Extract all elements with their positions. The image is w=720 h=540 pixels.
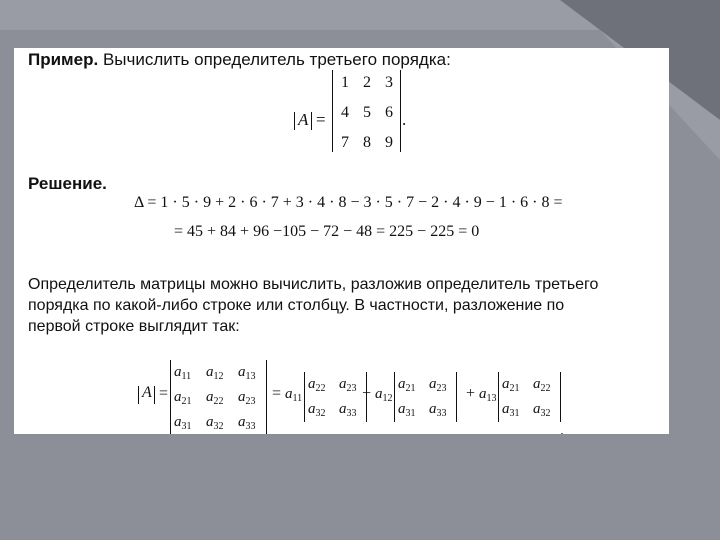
matrix-trailing-dot: . <box>402 110 407 129</box>
minor-bar-left <box>304 372 305 422</box>
det-bar-right <box>311 112 312 130</box>
matrix-cell: 6 <box>385 104 393 121</box>
matrix-cell: 8 <box>363 134 371 151</box>
minor-cell: $a_{31}$ <box>502 401 520 419</box>
paragraph-line: Определитель матрицы можно вычислить, разложив определитель третьего <box>28 276 599 293</box>
matrix-bar-right <box>400 70 401 152</box>
explanation-paragraph <box>28 274 598 337</box>
minor-cell: $a_{33}$ <box>339 401 357 419</box>
term-sign: = <box>272 385 282 402</box>
lhs-matrix-cell: $a_{21}$ <box>174 389 192 407</box>
matrix-cell: 2 <box>363 74 371 91</box>
lhs-matrix-cell: $a_{11}$ <box>174 364 192 382</box>
minor-cell: $a_{31}$ <box>398 401 416 419</box>
minor-bar-right <box>456 372 457 422</box>
term-sign: + <box>466 385 476 402</box>
lhs-matrix-cell: $a_{33}$ <box>238 414 256 432</box>
lhs-matrix-cell: $a_{13}$ <box>238 364 256 382</box>
example-title: Пример. <box>28 50 99 69</box>
minor-cell: $a_{23}$ <box>339 376 357 394</box>
matrix-bar-left <box>332 70 333 152</box>
matrix-cell: 7 <box>341 134 349 151</box>
matrix-cell: 1 <box>341 74 349 91</box>
expansion-trailing-dot: . <box>560 422 564 434</box>
minor-cell: $a_{21}$ <box>398 376 416 394</box>
minor-cell: $a_{22}$ <box>308 376 326 394</box>
example-text: Вычислить определитель третьего порядка: <box>102 50 451 69</box>
solution-title: Решение. <box>28 174 107 193</box>
minor-bar-right <box>560 372 561 422</box>
term-sign: − <box>362 385 372 402</box>
term-coefficient: $a_{12}$ <box>375 386 393 404</box>
minor-cell: $a_{22}$ <box>533 376 551 394</box>
minor-cell: $a_{33}$ <box>429 401 447 419</box>
lhs-bar-left <box>138 386 139 404</box>
det-equals: = <box>316 110 326 129</box>
minor-cell: $a_{32}$ <box>533 401 551 419</box>
solution-line-2: = 45 + 84 + 96 −105 − 72 − 48 = 225 − 225 = 0 <box>174 223 480 240</box>
matrix-cell: 3 <box>385 74 393 91</box>
lhs-matrix-cell: $a_{32}$ <box>206 414 224 432</box>
lhs-symbol: A <box>142 384 152 401</box>
minor-cell: $a_{21}$ <box>502 376 520 394</box>
minor-bar-left <box>394 372 395 422</box>
document-page <box>14 48 669 434</box>
lhs-matrix-cell: $a_{12}$ <box>206 364 224 382</box>
paragraph-line: порядка по какой-либо строке или столбцу. В частности, разложение по <box>28 297 565 314</box>
solution-line-1: Δ = 1 · 5 · 9 + 2 · 6 · 7 + 3 · 4 · 8 − 3 · 5 · 7 − 2 · 4 · 9 − 1 · 6 · 8 = <box>134 194 563 211</box>
matrix-cell: 9 <box>385 134 393 151</box>
lhs-bar-right <box>154 386 155 404</box>
lhs-matrix-cell: $a_{22}$ <box>206 389 224 407</box>
matrix-cell: 4 <box>341 104 349 121</box>
lhs-matrix-bar-left <box>170 360 171 434</box>
minor-cell: $a_{23}$ <box>429 376 447 394</box>
det-bar-left <box>294 112 295 130</box>
paragraph-line: первой строке выглядит так: <box>28 318 240 335</box>
minor-cell: $a_{32}$ <box>308 401 326 419</box>
matrix-cell: 5 <box>363 104 371 121</box>
det-symbol: A <box>298 110 309 129</box>
lhs-equals: = <box>159 385 169 402</box>
example-heading <box>28 50 451 70</box>
lhs-matrix-cell: $a_{31}$ <box>174 414 192 432</box>
term-coefficient: $a_{11}$ <box>285 386 303 404</box>
term-coefficient: $a_{13}$ <box>479 386 497 404</box>
minor-bar-left <box>498 372 499 422</box>
lhs-matrix-cell: $a_{23}$ <box>238 389 256 407</box>
lhs-matrix-bar-right <box>266 360 267 434</box>
